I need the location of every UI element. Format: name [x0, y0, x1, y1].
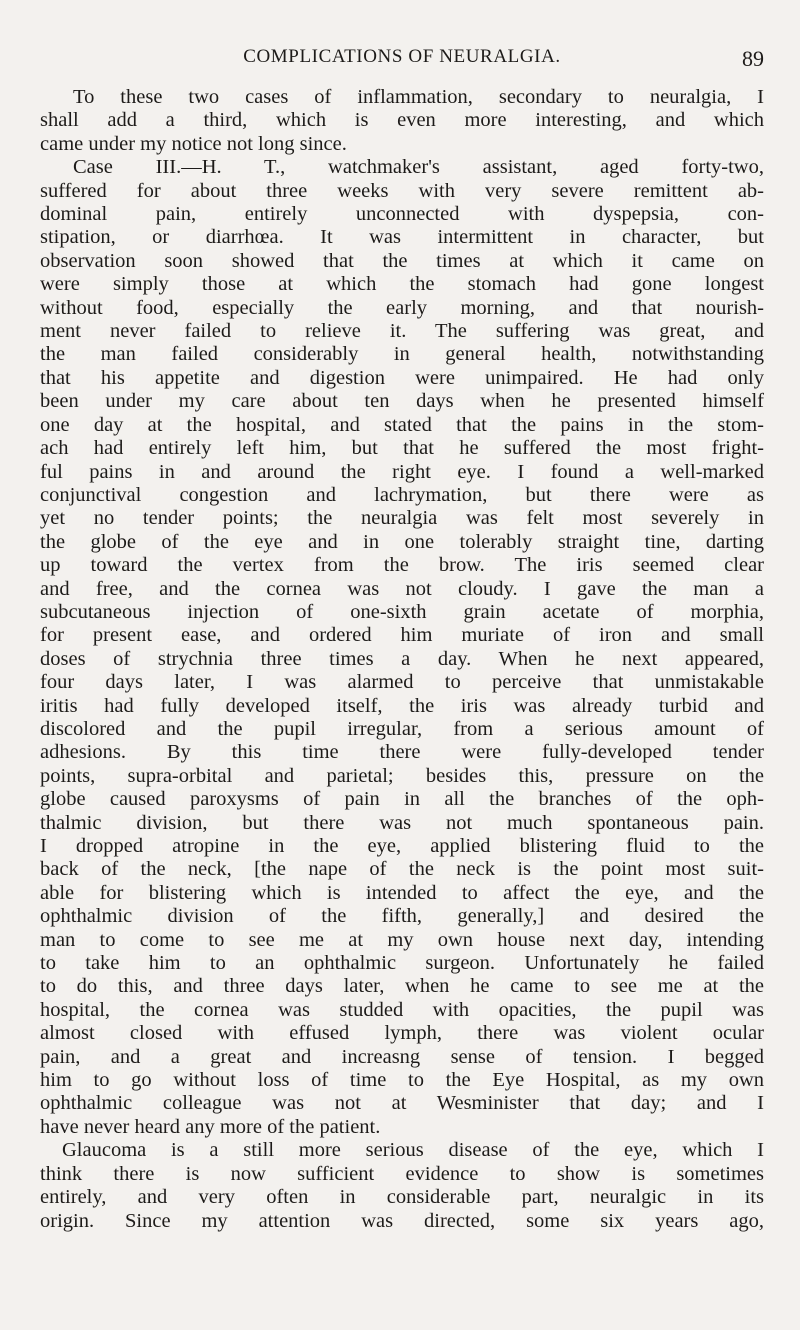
text-line: I dropped atropine in the eye, applied blistering fluid to the [40, 835, 764, 857]
text-line: discolored and the pupil irregular, from a serious amount of [40, 717, 764, 740]
text-line: doses of strychnia three times a day. When he next appeared, [40, 647, 764, 670]
text-line: hospital, the cornea was studded with opacities, the pupil was [40, 998, 764, 1021]
text-line: him to go without loss of time to the Eye Hospital, as my own [40, 1069, 764, 1092]
text-line: shall add a third, which is even more interesting, and which [40, 109, 764, 132]
text-line: to do this, and three days later, when he came to see me at the [40, 975, 764, 998]
text-line: thalmic division, but there was not much spontaneous pain. [40, 811, 764, 834]
text-line: observation soon showed that the times at which it came on [40, 249, 764, 272]
text-line: globe caused paroxysms of pain in all the branches of the oph- [40, 788, 764, 811]
text-line: ment never failed to relieve it. The suffering was great, and [40, 320, 764, 343]
page-number: 89 [742, 46, 764, 71]
text-line: dominal pain, entirely unconnected with dyspepsia, con- [40, 203, 764, 226]
text-line: To these two cases of inflammation, secondary to neuralgia, I [73, 86, 764, 108]
text-line: one day at the hospital, and stated that the pains in the stom- [40, 413, 764, 436]
text-line: able for blistering which is intended to affect the eye, and the [40, 881, 764, 904]
text-line: entirely, and very often in considerable part, neuralgic in its [40, 1186, 764, 1209]
text-line: stipation, or diarrhœa. It was intermittent in character, but [40, 226, 764, 249]
text-line: up toward the vertex from the brow. The iris seemed clear [40, 554, 764, 577]
text-line: points, supra-orbital and parietal; besides this, pressure on the [40, 764, 764, 787]
text-line: been under my care about ten days when he presented himself [40, 390, 764, 413]
text-line: suffered for about three weeks with very severe remittent ab- [40, 179, 764, 202]
text-line: origin. Since my attention was directed, some six years ago, [40, 1209, 764, 1232]
text-line: conjunctival congestion and lachrymation, but there were as [40, 483, 764, 506]
text-line: the man failed considerably in general health, notwithstanding [40, 343, 764, 366]
text-line: have never heard any more of the patient. [40, 1115, 381, 1138]
text-line: Glaucoma is a still more serious disease of the eye, which I [62, 1139, 764, 1162]
text-line: pain, and a great and increasng sense of tension. I begged [40, 1045, 764, 1068]
text-line: ophthalmic colleague was not at Wesminister that day; and I [40, 1092, 764, 1115]
text-line: ful pains in and around the right eye. I found a well-marked [40, 460, 764, 483]
text-line: for present ease, and ordered him muriate of iron and small [40, 624, 764, 647]
text-line: subcutaneous injection of one-sixth grain acetate of morphia, [40, 600, 764, 623]
text-line: without food, especially the early morning, and that nourish- [40, 296, 764, 319]
text-line: man to come to see me at my own house next day, intending [40, 928, 764, 951]
text-line: think there is now sufficient evidence to show is sometimes [40, 1162, 764, 1185]
text-line: and free, and the cornea was not cloudy. I gave the man a [40, 577, 764, 600]
body-text [40, 86, 764, 1233]
text-line: to take him to an ophthalmic surgeon. Unfortunately he failed [40, 952, 764, 975]
text-line: back of the neck, [the nape of the neck is the point most suit- [40, 858, 764, 881]
text-line: were simply those at which the stomach had gone longest [40, 273, 764, 296]
text-line: ophthalmic division of the fifth, generally,] and desired the [40, 905, 764, 928]
text-line: that his appetite and digestion were unimpaired. He had only [40, 366, 764, 389]
text-line: almost closed with effused lymph, there was violent ocular [40, 1022, 764, 1045]
text-line: came under my notice not long since. [40, 132, 347, 155]
text-line: the globe of the eye and in one tolerably straight tine, darting [40, 530, 764, 553]
text-line: iritis had fully developed itself, the iris was already turbid and [40, 694, 764, 717]
text-line: yet no tender points; the neuralgia was felt most severely in [40, 507, 764, 530]
text-line: adhesions. By this time there were fully-developed tender [40, 741, 764, 764]
text-line: four days later, I was alarmed to perceive that unmistakable [40, 671, 764, 694]
text-line: Case III.—H. T., watchmaker's assistant, aged forty-two, [73, 156, 764, 179]
running-head-title: COMPLICATIONS OF NEURALGIA. [243, 46, 561, 67]
running-head [40, 46, 764, 80]
text-line: ach had entirely left him, but that he suffered the most fright- [40, 437, 764, 460]
